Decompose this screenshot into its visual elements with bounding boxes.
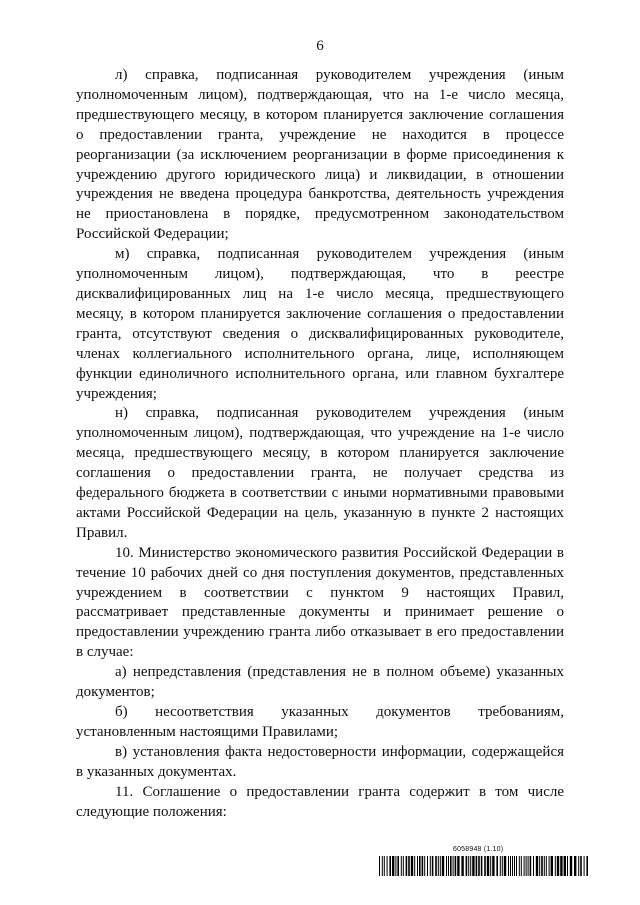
- page-number: 6: [316, 38, 324, 54]
- paragraph-l: л) справка, подписанная руководителем учреждения (иным уполномоченным лицом), подтверждающая, что на 1-е число месяца, предшествующего месяцу, в котором планируется заключение соглашения о предоставлении гранта, учреждение не находится в процессе реорганизации (за исключением реорганизации в форме присоединения к учреждению другого юридического лица) и ликвидации, в отношении учреждения не введена процедура банкротства, деятельность учреждения не приостановлена в порядке, предусмотренном законодательством Российской Федерации;: [76, 67, 564, 243]
- paragraph-10a: а) непредставления (представления не в полном объеме) указанных документов;: [76, 664, 564, 701]
- paragraph-10b: б) несоответствия указанных документов требованиям, установленным настоящими Правилами;: [76, 704, 564, 740]
- document-code: 6058948 (1.10): [453, 846, 504, 853]
- paragraph-11: 11. Соглашение о предоставлении гранта содержит в том числе следующие положения:: [76, 783, 564, 820]
- paragraph-10v: в) установления факта недостоверности информации, содержащейся в указанных документах.: [76, 743, 564, 780]
- document-body: [76, 66, 564, 822]
- paragraph-m: м) справка, подписанная руководителем учреждения (иным уполномоченным лицом), подтверждающая, что в реестре дисквалифицированных лиц на 1-е число месяца, предшествующего месяцу, в котором планируется заключение соглашения о предоставлении гранта, отсутствуют сведения о дисквалифицированных руководителе, членах коллегиального исполнительного органа, лице, исполняющем функции единоличного исполнительного органа, или главном бухгалтере учреждения;: [76, 246, 564, 402]
- paragraph-n: н) справка, подписанная руководителем учреждения (иным уполномоченным лицом), подтверждающая, что учреждение на 1-е число месяца, предшествующего месяцу, в котором планируется заключение соглашения о предоставлении гранта, не получает средства из федерального бюджета в соответствии с иными нормативными правовыми актами Российской Федерации на цель, указанную в пункте 2 настоящих Правил.: [76, 405, 564, 541]
- paragraph-10: 10. Министерство экономического развития Российской Федерации в течение 10 рабочих дней со дня поступления документов, представленных учреждением в соответствии с пунктом 9 настоящих Правил, рассматривает представленные документы и принимает решение о предоставлении учреждению гранта либо отказывает в его предоставлении в случае:: [76, 544, 564, 661]
- barcode-icon: [379, 856, 589, 876]
